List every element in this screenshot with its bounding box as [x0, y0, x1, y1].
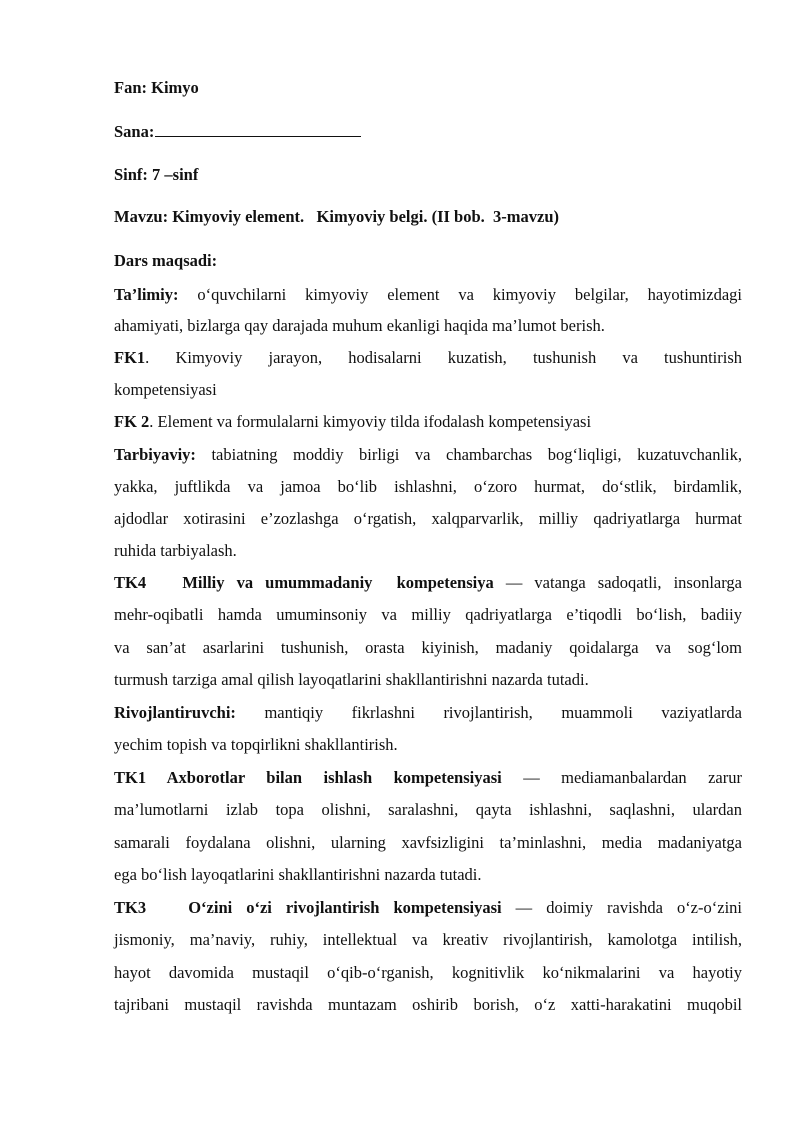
tk1-label: TK1 Axborotlar bilan ishlash kompetensiyasi — [114, 768, 502, 787]
tk3-line-3 — [114, 961, 742, 985]
tk1-line-3 — [114, 831, 742, 855]
talimiy-line-1 — [114, 283, 742, 307]
tk4-line-3 — [114, 636, 742, 660]
tk3-text-4: tajribani mustaqil ravishda muntazam oshirib borish, o‘z xatti-harakatini muqobil — [114, 995, 742, 1014]
fk1-text-1: . Kimyoviy jarayon, hodisalarni kuzatish, tushunish va tushuntirish — [145, 348, 742, 367]
topic-line — [114, 205, 742, 229]
grade-text: Sinf: 7 –sinf — [114, 165, 199, 184]
goal-heading-text: Dars maqsadi: — [114, 251, 218, 270]
fk1-line-2 — [114, 378, 742, 402]
tarb-line-4 — [114, 539, 742, 563]
tarb-text-4: ruhida tarbiyalash. — [114, 541, 237, 560]
date-label: Sana: — [114, 122, 155, 141]
tk3-line-2 — [114, 928, 742, 952]
tk4-text-3: va san’at asarlarini tushunish, orasta kiyinish, madaniy qoidalarga va sog‘lom — [114, 638, 742, 657]
tarb-line-3 — [114, 507, 742, 531]
fk1-text-2: kompetensiyasi — [114, 380, 217, 399]
tk1-line-2 — [114, 798, 742, 822]
topic-text: Mavzu: Kimyoviy element. Kimyoviy belgi. (II bob. 3-mavzu) — [114, 207, 560, 226]
fk1-label: FK1 — [114, 348, 146, 367]
riv-label: Rivojlantiruvchi: — [114, 703, 236, 722]
tarb-line-1 — [114, 443, 742, 467]
fk2-label: FK 2 — [114, 412, 150, 431]
tk3-label: TK3 O‘zini o‘zi rivojlantirish kompetensiyasi — [114, 898, 502, 917]
talimiy-line-2 — [114, 314, 742, 338]
tk1-text-3: samarali foydalana olishni, ularning xavfsizligini ta’minlashni, media madaniyatga — [114, 833, 742, 852]
tarb-text-3: ajdodlar xotirasini e’zozlashga o‘rgatish, xalqparvarlik, milliy qadriyatlarga hurmat — [114, 509, 742, 528]
tk4-text-2: mehr-oqibatli hamda umuminsoniy va milliy qadriyatlarga e’tiqodli bo‘lish, badiiy — [114, 605, 742, 624]
subject-line — [114, 76, 742, 100]
riv-line-1 — [114, 701, 742, 725]
tk1-line-1 — [114, 766, 742, 790]
riv-line-2 — [114, 733, 742, 757]
tk4-text-1: — vatanga sadoqatli, insonlarga — [493, 573, 742, 592]
tarb-text-2: yakka, juftlikda va jamoa bo‘lib ishlashni, o‘zoro hurmat, do‘stlik, birdamlik, — [114, 477, 742, 496]
tk1-text-1: — mediamanbalardan zarur — [501, 768, 742, 787]
tk1-line-4 — [114, 863, 742, 887]
talimiy-text-1: o‘quvchilarni kimyoviy element va kimyoviy belgilar, hayotimizdagi — [178, 285, 742, 304]
tk1-text-2: ma’lumotlarni izlab topa olishni, saralashni, qayta ishlashni, saqlashni, ulardan — [114, 800, 742, 819]
tk3-text-3: hayot davomida mustaqil o‘qib-o‘rganish, kognitivlik ko‘nikmalarini va hayotiy — [114, 963, 742, 982]
date-blank — [155, 120, 361, 137]
fk1-line-1 — [114, 346, 742, 370]
tk4-line-1 — [114, 571, 742, 595]
tk3-line-4 — [114, 993, 742, 1017]
tk3-text-2: jismoniy, ma’naviy, ruhiy, intellektual va kreativ rivojlantirish, kamolotga intilish, — [114, 930, 742, 949]
goal-heading — [114, 249, 742, 273]
tk3-line-1 — [114, 896, 742, 920]
talimiy-label: Ta’limiy: — [114, 285, 179, 304]
tk4-label: TK4 Milliy va umummadaniy kompetensiya — [114, 573, 494, 592]
tarb-label: Tarbiyaviy: — [114, 445, 196, 464]
tk1-text-4: ega bo‘lish layoqatlarini shakllantirishni nazarda tutadi. — [114, 865, 482, 884]
fk2-text: . Element va formulalarni kimyoviy tilda ifodalash kompetensiyasi — [149, 412, 592, 431]
tarb-line-2 — [114, 475, 742, 499]
tk3-text-1: — doimiy ravishda o‘z-o‘zini — [501, 898, 742, 917]
date-line — [114, 120, 742, 144]
riv-text-2: yechim topish va topqirlikni shakllantirish. — [114, 735, 398, 754]
subject-text: Fan: Kimyo — [114, 78, 199, 97]
riv-text-1: mantiqiy fikrlashni rivojlantirish, muammoli vaziyatlarda — [235, 703, 742, 722]
tk4-text-4: turmush tarziga amal qilish layoqatlarini shakllantirishni nazarda tutadi. — [114, 670, 589, 689]
tarb-text-1: tabiatning moddiy birligi va chambarchas bog‘liqligi, kuzatuvchanlik, — [195, 445, 742, 464]
tk4-line-2 — [114, 603, 742, 627]
tk4-line-4 — [114, 668, 742, 692]
talimiy-text-2: ahamiyati, bizlarga qay darajada muhum ekanligi haqida ma’lumot berish. — [114, 316, 605, 335]
fk2-line — [114, 410, 742, 434]
grade-line — [114, 163, 742, 187]
